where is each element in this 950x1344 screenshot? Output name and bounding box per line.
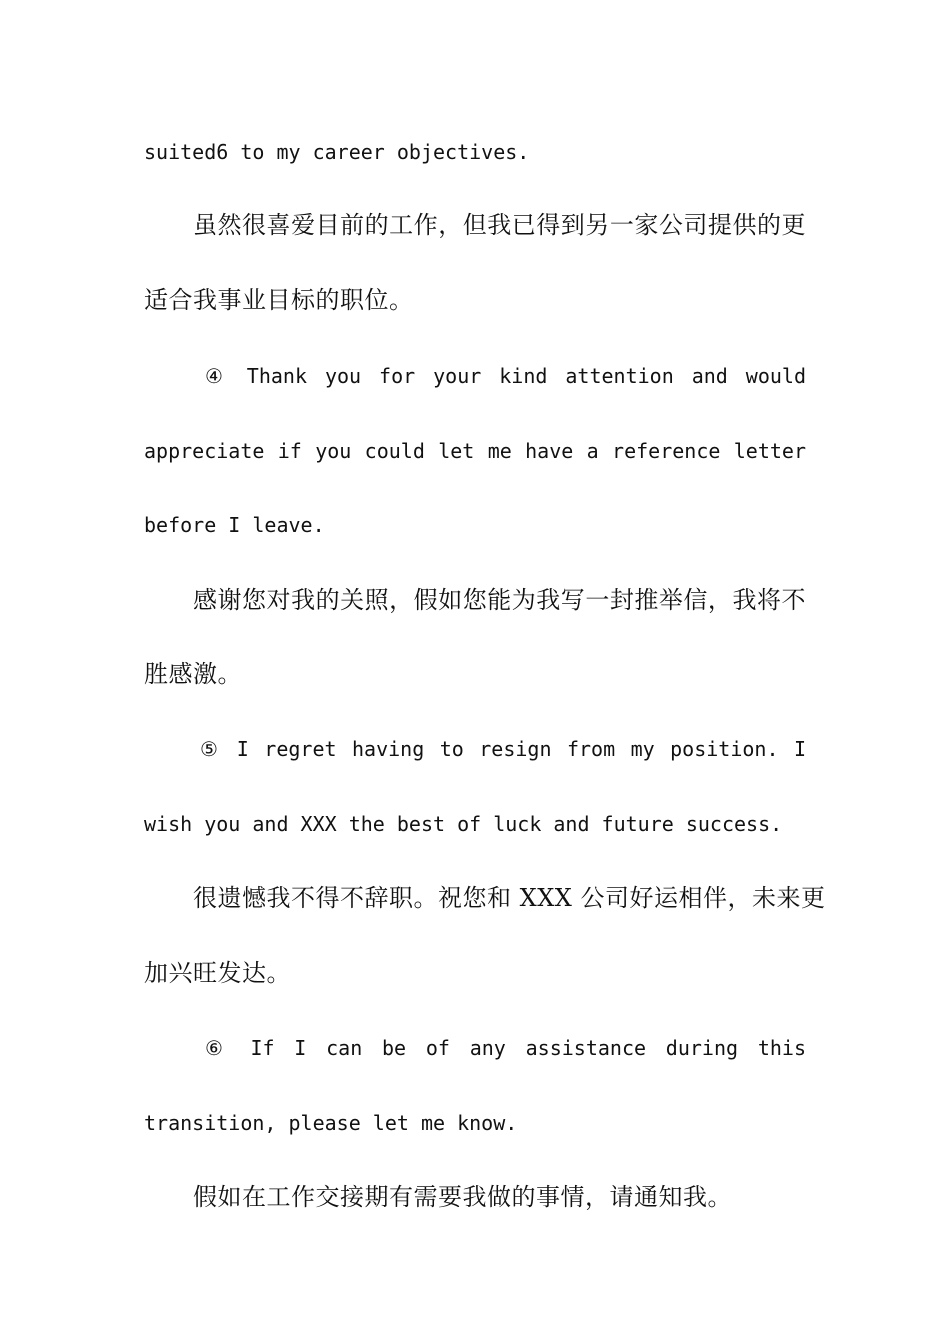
paragraph-line: 很遗憾我不得不辞职。祝您和 XXX 公司好运相伴，未来更 bbox=[193, 884, 826, 912]
paragraph-line: 加兴旺发达。 bbox=[144, 959, 291, 987]
paragraph-line: suited6 to my career objectives. bbox=[144, 140, 530, 164]
paragraph-line: 假如在工作交接期有需要我做的事情，请通知我。 bbox=[193, 1183, 732, 1211]
paragraph-line: ⑥ If I can be of any assistance during this bbox=[205, 1036, 806, 1060]
paragraph-line: appreciate if you could let me have a reference letter bbox=[144, 439, 806, 463]
paragraph-line: ④ Thank you for your kind attention and would bbox=[205, 364, 806, 388]
paragraph-line: 虽然很喜爱目前的工作，但我已得到另一家公司提供的更 bbox=[193, 211, 806, 239]
paragraph-line: transition, please let me know. bbox=[144, 1111, 518, 1135]
paragraph-line: 胜感激。 bbox=[144, 660, 242, 688]
paragraph-line: before I leave. bbox=[144, 513, 325, 537]
paragraph-line: 感谢您对我的关照，假如您能为我写一封推举信，我将不 bbox=[193, 586, 806, 614]
paragraph-line: wish you and XXX the best of luck and future success. bbox=[144, 812, 783, 836]
paragraph-line: 适合我事业目标的职位。 bbox=[144, 286, 414, 314]
paragraph-line: ⑤ I regret having to resign from my position. I bbox=[200, 737, 806, 761]
